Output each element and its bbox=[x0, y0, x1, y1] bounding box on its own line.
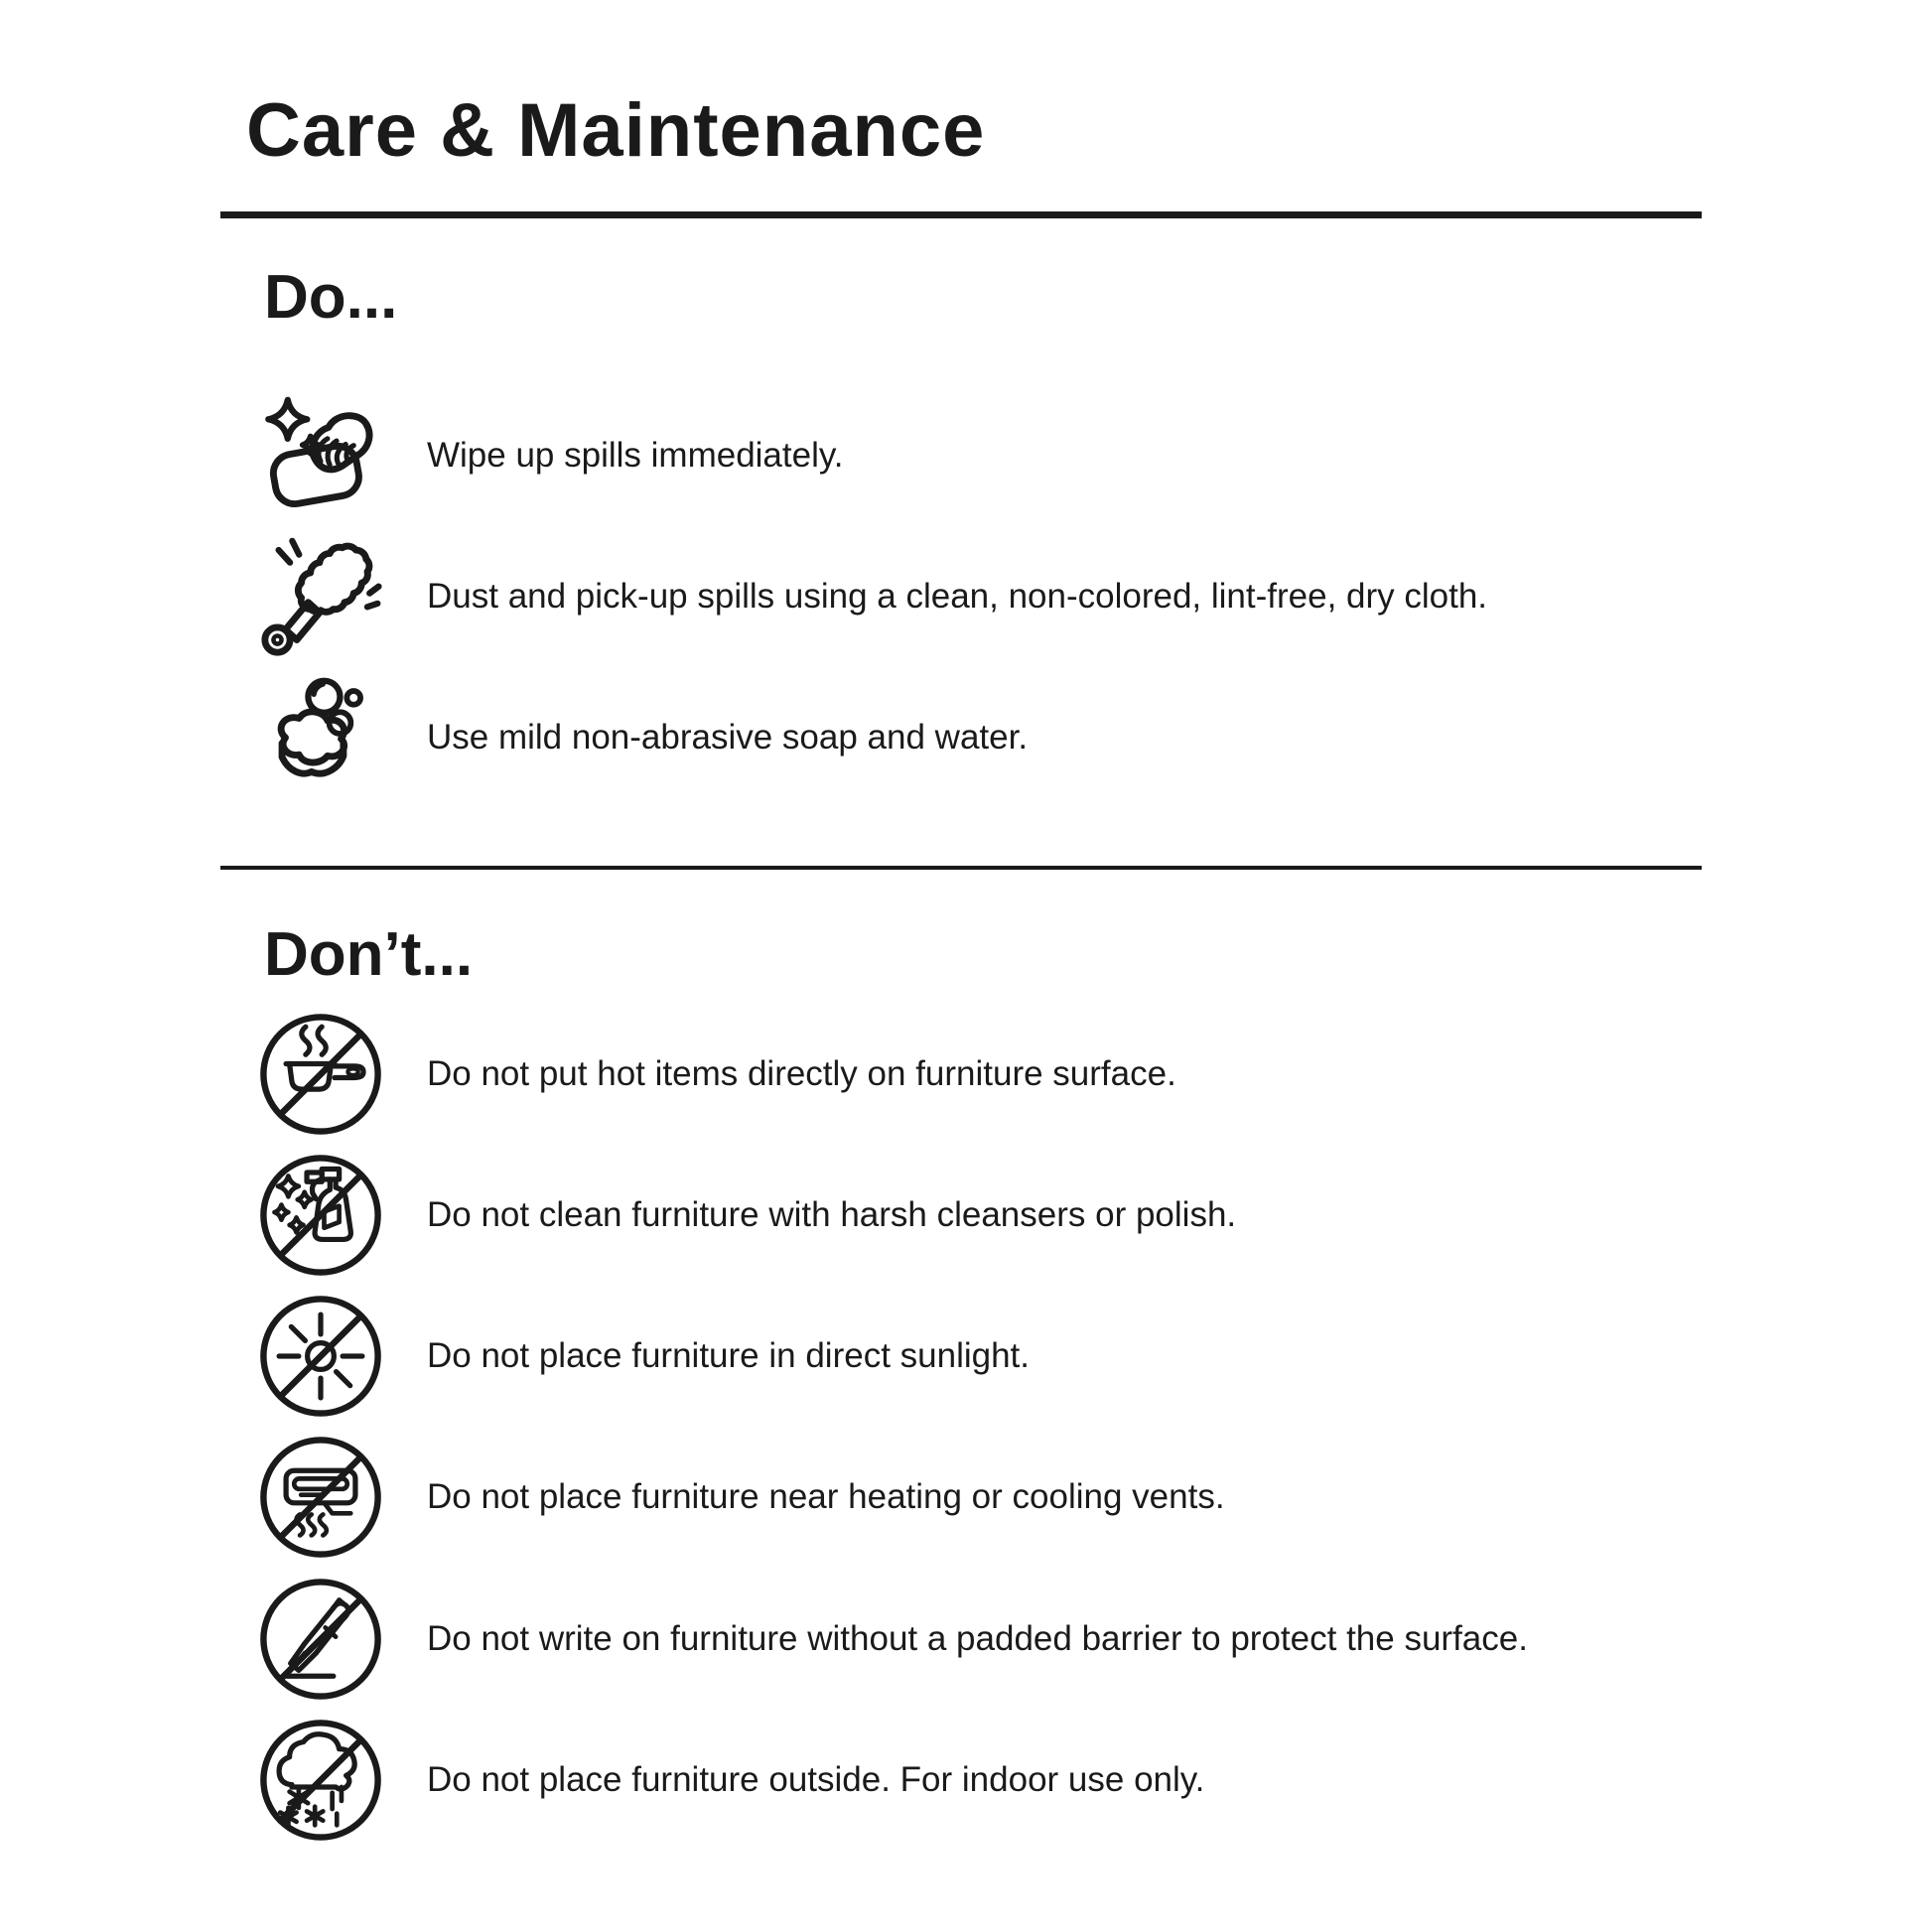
warning-item-row bbox=[256, 1427, 1225, 1568]
page-title: Care & Maintenance bbox=[246, 88, 986, 173]
wipe-hand-icon bbox=[256, 385, 385, 526]
no-direct-sunlight-icon bbox=[256, 1286, 385, 1427]
section-divider bbox=[220, 866, 1702, 870]
care-item-row bbox=[256, 526, 1487, 667]
warning-item-row bbox=[256, 1569, 1528, 1710]
warning-item-text: Do not place furniture in direct sunlight. bbox=[427, 1336, 1030, 1375]
warning-item-text: Do not place furniture outside. For indoor use only. bbox=[427, 1760, 1205, 1799]
warning-item-row bbox=[256, 1145, 1236, 1286]
dont-section-heading: Don’t... bbox=[264, 920, 474, 989]
title-divider bbox=[220, 211, 1702, 218]
warning-item-text: Do not write on furniture without a padded barrier to protect the surface. bbox=[427, 1619, 1528, 1658]
care-item-text: Dust and pick-up spills using a clean, non-colored, lint-free, dry cloth. bbox=[427, 577, 1488, 616]
soap-icon bbox=[256, 667, 385, 808]
warning-item-row bbox=[256, 1004, 1176, 1145]
care-item-text: Wipe up spills immediately. bbox=[427, 436, 844, 475]
care-item-text: Use mild non-abrasive soap and water. bbox=[427, 718, 1029, 757]
care-item-row bbox=[256, 667, 1028, 808]
duster-icon bbox=[256, 526, 385, 667]
no-outside-icon bbox=[256, 1710, 385, 1851]
do-section-heading: Do... bbox=[264, 263, 398, 332]
no-heating-vents-icon bbox=[256, 1427, 385, 1568]
warning-item-text: Do not place furniture near heating or cooling vents. bbox=[427, 1477, 1225, 1516]
no-writing-icon bbox=[256, 1569, 385, 1710]
no-hot-items-icon bbox=[256, 1004, 385, 1145]
no-harsh-cleansers-icon bbox=[256, 1145, 385, 1286]
warning-item-row bbox=[256, 1710, 1204, 1851]
warning-item-text: Do not clean furniture with harsh cleansers or polish. bbox=[427, 1195, 1237, 1234]
care-item-row bbox=[256, 385, 844, 526]
warning-item-text: Do not put hot items directly on furniture surface. bbox=[427, 1054, 1176, 1093]
warning-item-row bbox=[256, 1286, 1030, 1427]
